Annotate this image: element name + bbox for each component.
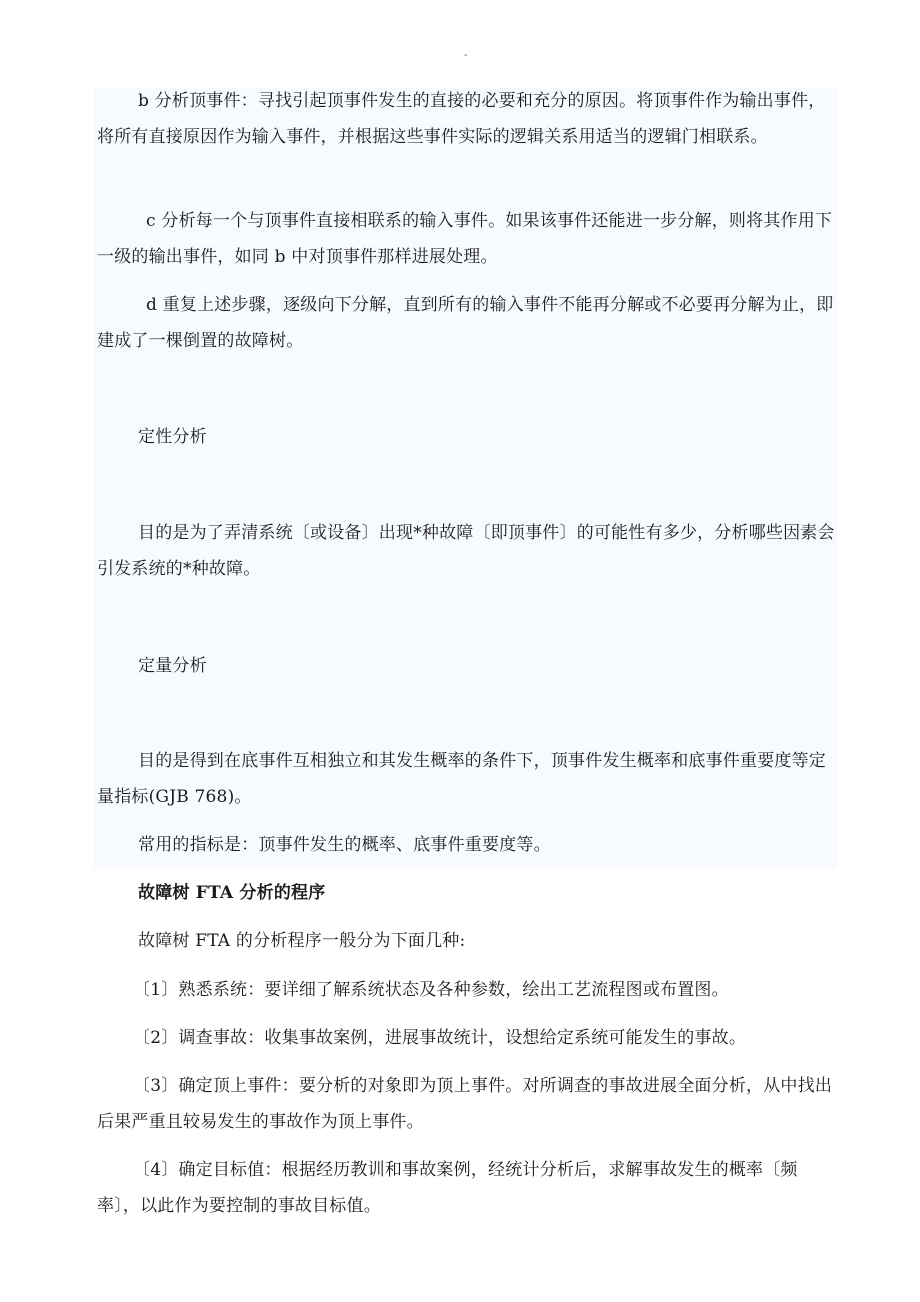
procedure-step-4: 〔4〕确定目标值：根据经历教训和事故案例，经统计分析后，求解事故发生的概率〔频率〕，以此作为要控制的事故目标值。	[97, 1160, 798, 1216]
page-header-mark: -	[464, 50, 468, 61]
quantitative-analysis-text: 目的是得到在底事件互相独立和其发生概率的条件下，顶事件发生概率和底事件重要度等定量指标(GJB 768)。	[97, 751, 826, 807]
paragraph-analyze-top-event: b 分析顶事件：寻找引起顶事件发生的直接的必要和充分的原因。将顶事件作为输出事件，将所有直接原因作为输入事件，并根据这些事件实际的逻辑关系用适当的逻辑门相联系。	[97, 91, 826, 147]
quantitative-analysis-title: 定量分析	[138, 656, 207, 676]
procedure-intro: 故障树 FTA 的分析程序一般分为下面几种:	[138, 931, 466, 951]
procedure-step-1: 〔1〕熟悉系统：要详细了解系统状态及各种参数，绘出工艺流程图或布置图。	[133, 980, 729, 1000]
qualitative-analysis-title: 定性分析	[138, 427, 207, 447]
procedure-step-3: 〔3〕确定顶上事件：要分析的对象即为顶上事件。对所调查的事故进展全面分析，从中找出后果严重且较易发生的事故作为顶上事件。	[97, 1076, 833, 1132]
common-indicators-text: 常用的指标是：顶事件发生的概率、底事件重要度等。	[138, 835, 551, 855]
procedure-heading: 故障树 FTA 分析的程序	[138, 883, 326, 903]
qualitative-analysis-text: 目的是为了弄清系统〔或设备〕出现*种故障〔即顶事件〕的可能性有多少，分析哪些因素会引发系统的*种故障。	[97, 523, 835, 579]
paragraph-repeat-steps: d 重复上述步骤，逐级向下分解，直到所有的输入事件不能再分解或不必要再分解为止，即建成了一棵倒置的故障树。	[97, 295, 834, 351]
paragraph-analyze-input-events: c 分析每一个与顶事件直接相联系的输入事件。如果该事件还能进一步分解，则将其作用下一级的输出事件，如同 b 中对顶事件那样进展处理。	[97, 211, 833, 267]
procedure-step-2: 〔2〕调查事故：收集事故案例，进展事故统计，设想给定系统可能发生的事故。	[133, 1028, 747, 1048]
